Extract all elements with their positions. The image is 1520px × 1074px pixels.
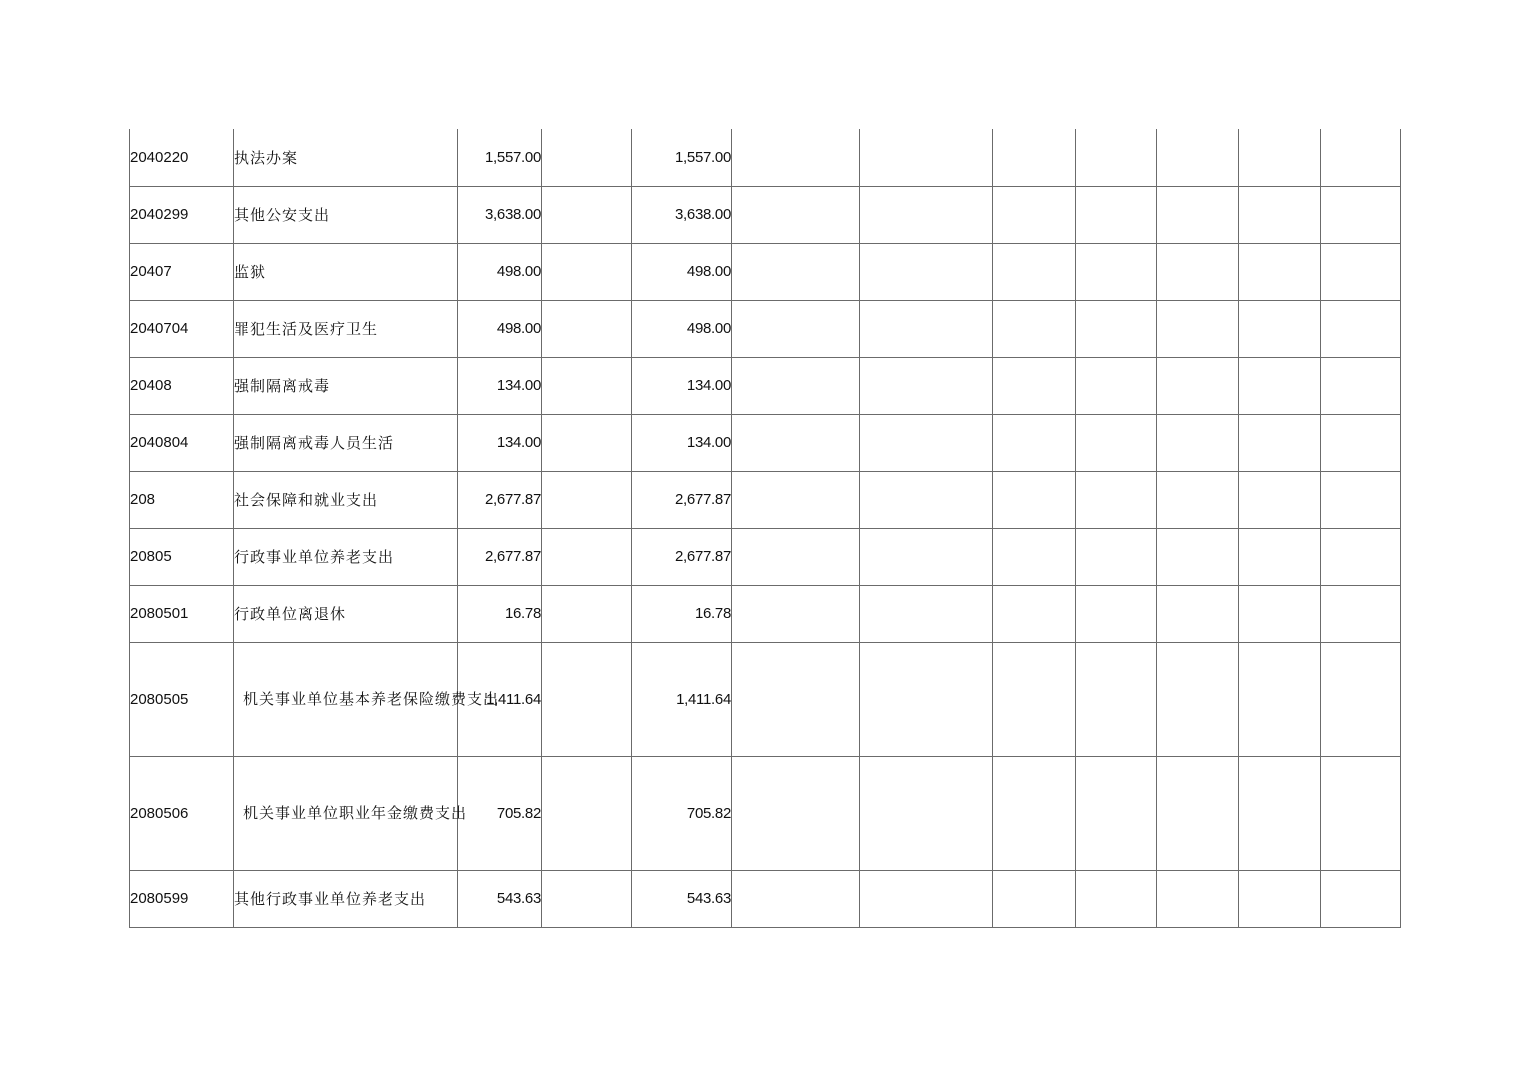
empty-cell [1076, 243, 1157, 300]
empty-cell [1321, 585, 1401, 642]
empty-cell [993, 528, 1076, 585]
total-amount: 134.00 [458, 357, 542, 414]
empty-cell [993, 756, 1076, 870]
total-amount: 3,638.00 [458, 186, 542, 243]
subject-name-text: 机关事业单位职业年金缴费支出 [243, 804, 468, 822]
subject-code: 2080599 [130, 870, 234, 927]
subject-name: 行政事业单位养老支出 [234, 528, 458, 585]
empty-cell [993, 300, 1076, 357]
total-amount: 16.78 [458, 585, 542, 642]
empty-cell [1157, 528, 1239, 585]
empty-cell [993, 129, 1076, 186]
empty-cell [542, 642, 632, 756]
empty-cell [542, 870, 632, 927]
empty-cell [860, 528, 993, 585]
empty-cell [542, 756, 632, 870]
empty-cell [732, 357, 860, 414]
empty-cell [542, 357, 632, 414]
total-amount: 1,411.64 [458, 642, 542, 756]
subject-code: 20805 [130, 528, 234, 585]
basic-amount: 498.00 [632, 300, 732, 357]
subject-code: 2040299 [130, 186, 234, 243]
empty-cell [860, 357, 993, 414]
subject-name: 强制隔离戒毒 [234, 357, 458, 414]
empty-cell [1239, 414, 1321, 471]
empty-cell [1076, 414, 1157, 471]
empty-cell [1157, 129, 1239, 186]
empty-cell [1076, 756, 1157, 870]
empty-cell [1321, 870, 1401, 927]
empty-cell [993, 243, 1076, 300]
basic-amount: 1,411.64 [632, 642, 732, 756]
empty-cell [1076, 528, 1157, 585]
total-amount: 705.82 [458, 756, 542, 870]
empty-cell [860, 414, 993, 471]
basic-amount: 134.00 [632, 414, 732, 471]
empty-cell [1239, 129, 1321, 186]
empty-cell [993, 642, 1076, 756]
table-row [130, 528, 1401, 585]
basic-amount: 16.78 [632, 585, 732, 642]
total-amount: 498.00 [458, 243, 542, 300]
empty-cell [1321, 756, 1401, 870]
empty-cell [1157, 186, 1239, 243]
empty-cell [993, 471, 1076, 528]
table-row [130, 243, 1401, 300]
table-row [130, 357, 1401, 414]
empty-cell [1321, 357, 1401, 414]
empty-cell [1157, 756, 1239, 870]
empty-cell [993, 186, 1076, 243]
basic-amount: 543.63 [632, 870, 732, 927]
empty-cell [542, 471, 632, 528]
empty-cell [1157, 357, 1239, 414]
subject-code: 208 [130, 471, 234, 528]
subject-name [234, 756, 468, 870]
empty-cell [1239, 528, 1321, 585]
empty-cell [860, 756, 993, 870]
total-amount: 2,677.87 [458, 528, 542, 585]
empty-cell [732, 585, 860, 642]
total-amount: 498.00 [458, 300, 542, 357]
empty-cell [732, 756, 860, 870]
basic-amount: 3,638.00 [632, 186, 732, 243]
empty-cell [1076, 471, 1157, 528]
subject-code: 2080501 [130, 585, 234, 642]
empty-cell [1076, 585, 1157, 642]
empty-cell [860, 870, 993, 927]
empty-cell [1239, 471, 1321, 528]
empty-cell [1076, 300, 1157, 357]
empty-cell [1239, 585, 1321, 642]
empty-cell [1157, 642, 1239, 756]
empty-cell [732, 870, 860, 927]
subject-code: 2040804 [130, 414, 234, 471]
subject-name: 罪犯生活及医疗卫生 [234, 300, 458, 357]
empty-cell [1321, 243, 1401, 300]
empty-cell [1157, 870, 1239, 927]
empty-cell [732, 243, 860, 300]
empty-cell [993, 870, 1076, 927]
total-amount: 134.00 [458, 414, 542, 471]
subject-code: 2040704 [130, 300, 234, 357]
empty-cell [732, 186, 860, 243]
total-amount: 1,557.00 [458, 129, 542, 186]
empty-cell [1157, 300, 1239, 357]
empty-cell [1157, 414, 1239, 471]
empty-cell [1321, 642, 1401, 756]
subject-name: 执法办案 [234, 129, 458, 186]
empty-cell [860, 186, 993, 243]
empty-cell [860, 300, 993, 357]
empty-cell [542, 186, 632, 243]
subject-name: 强制隔离戒毒人员生活 [234, 414, 458, 471]
empty-cell [1321, 471, 1401, 528]
table-row [130, 642, 1401, 756]
table-row [130, 414, 1401, 471]
subject-name: 监狱 [234, 243, 458, 300]
empty-cell [732, 414, 860, 471]
basic-amount: 1,557.00 [632, 129, 732, 186]
empty-cell [1157, 243, 1239, 300]
empty-cell [732, 471, 860, 528]
empty-cell [1239, 357, 1321, 414]
empty-cell [860, 642, 993, 756]
empty-cell [732, 528, 860, 585]
empty-cell [860, 471, 993, 528]
subject-code: 2080505 [130, 642, 234, 756]
empty-cell [1321, 528, 1401, 585]
total-amount: 543.63 [458, 870, 542, 927]
table-row [130, 300, 1401, 357]
table-row [130, 870, 1401, 927]
empty-cell [1076, 129, 1157, 186]
subject-name-text: 机关事业单位基本养老保险缴费支出 [243, 690, 500, 708]
empty-cell [1157, 585, 1239, 642]
empty-cell [1076, 357, 1157, 414]
empty-cell [860, 585, 993, 642]
empty-cell [1076, 642, 1157, 756]
empty-cell [732, 300, 860, 357]
budget-table [129, 129, 1401, 928]
table-row [130, 756, 1401, 870]
basic-amount: 705.82 [632, 756, 732, 870]
empty-cell [542, 585, 632, 642]
table-row [130, 129, 1401, 186]
subject-code: 2080506 [130, 756, 234, 870]
total-amount: 2,677.87 [458, 471, 542, 528]
empty-cell [1157, 471, 1239, 528]
empty-cell [1239, 243, 1321, 300]
subject-name: 其他公安支出 [234, 186, 458, 243]
empty-cell [1239, 642, 1321, 756]
subject-name: 社会保障和就业支出 [234, 471, 458, 528]
empty-cell [732, 642, 860, 756]
empty-cell [993, 414, 1076, 471]
subject-name: 其他行政事业单位养老支出 [234, 870, 458, 927]
table-row [130, 186, 1401, 243]
basic-amount: 498.00 [632, 243, 732, 300]
empty-cell [1239, 300, 1321, 357]
basic-amount: 2,677.87 [632, 528, 732, 585]
empty-cell [542, 414, 632, 471]
empty-cell [542, 243, 632, 300]
empty-cell [1076, 870, 1157, 927]
empty-cell [1321, 300, 1401, 357]
empty-cell [1239, 870, 1321, 927]
subject-name [234, 642, 500, 756]
empty-cell [1076, 186, 1157, 243]
empty-cell [993, 585, 1076, 642]
empty-cell [732, 129, 860, 186]
table-row [130, 585, 1401, 642]
basic-amount: 2,677.87 [632, 471, 732, 528]
basic-amount: 134.00 [632, 357, 732, 414]
empty-cell [860, 129, 993, 186]
empty-cell [1321, 186, 1401, 243]
empty-cell [542, 300, 632, 357]
empty-cell [1321, 129, 1401, 186]
subject-name: 行政单位离退休 [234, 585, 458, 642]
empty-cell [1239, 186, 1321, 243]
subject-code: 2040220 [130, 129, 234, 186]
empty-cell [860, 243, 993, 300]
empty-cell [542, 528, 632, 585]
empty-cell [1239, 756, 1321, 870]
table-row [130, 471, 1401, 528]
empty-cell [542, 129, 632, 186]
empty-cell [1321, 414, 1401, 471]
empty-cell [993, 357, 1076, 414]
subject-code: 20407 [130, 243, 234, 300]
subject-code: 20408 [130, 357, 234, 414]
